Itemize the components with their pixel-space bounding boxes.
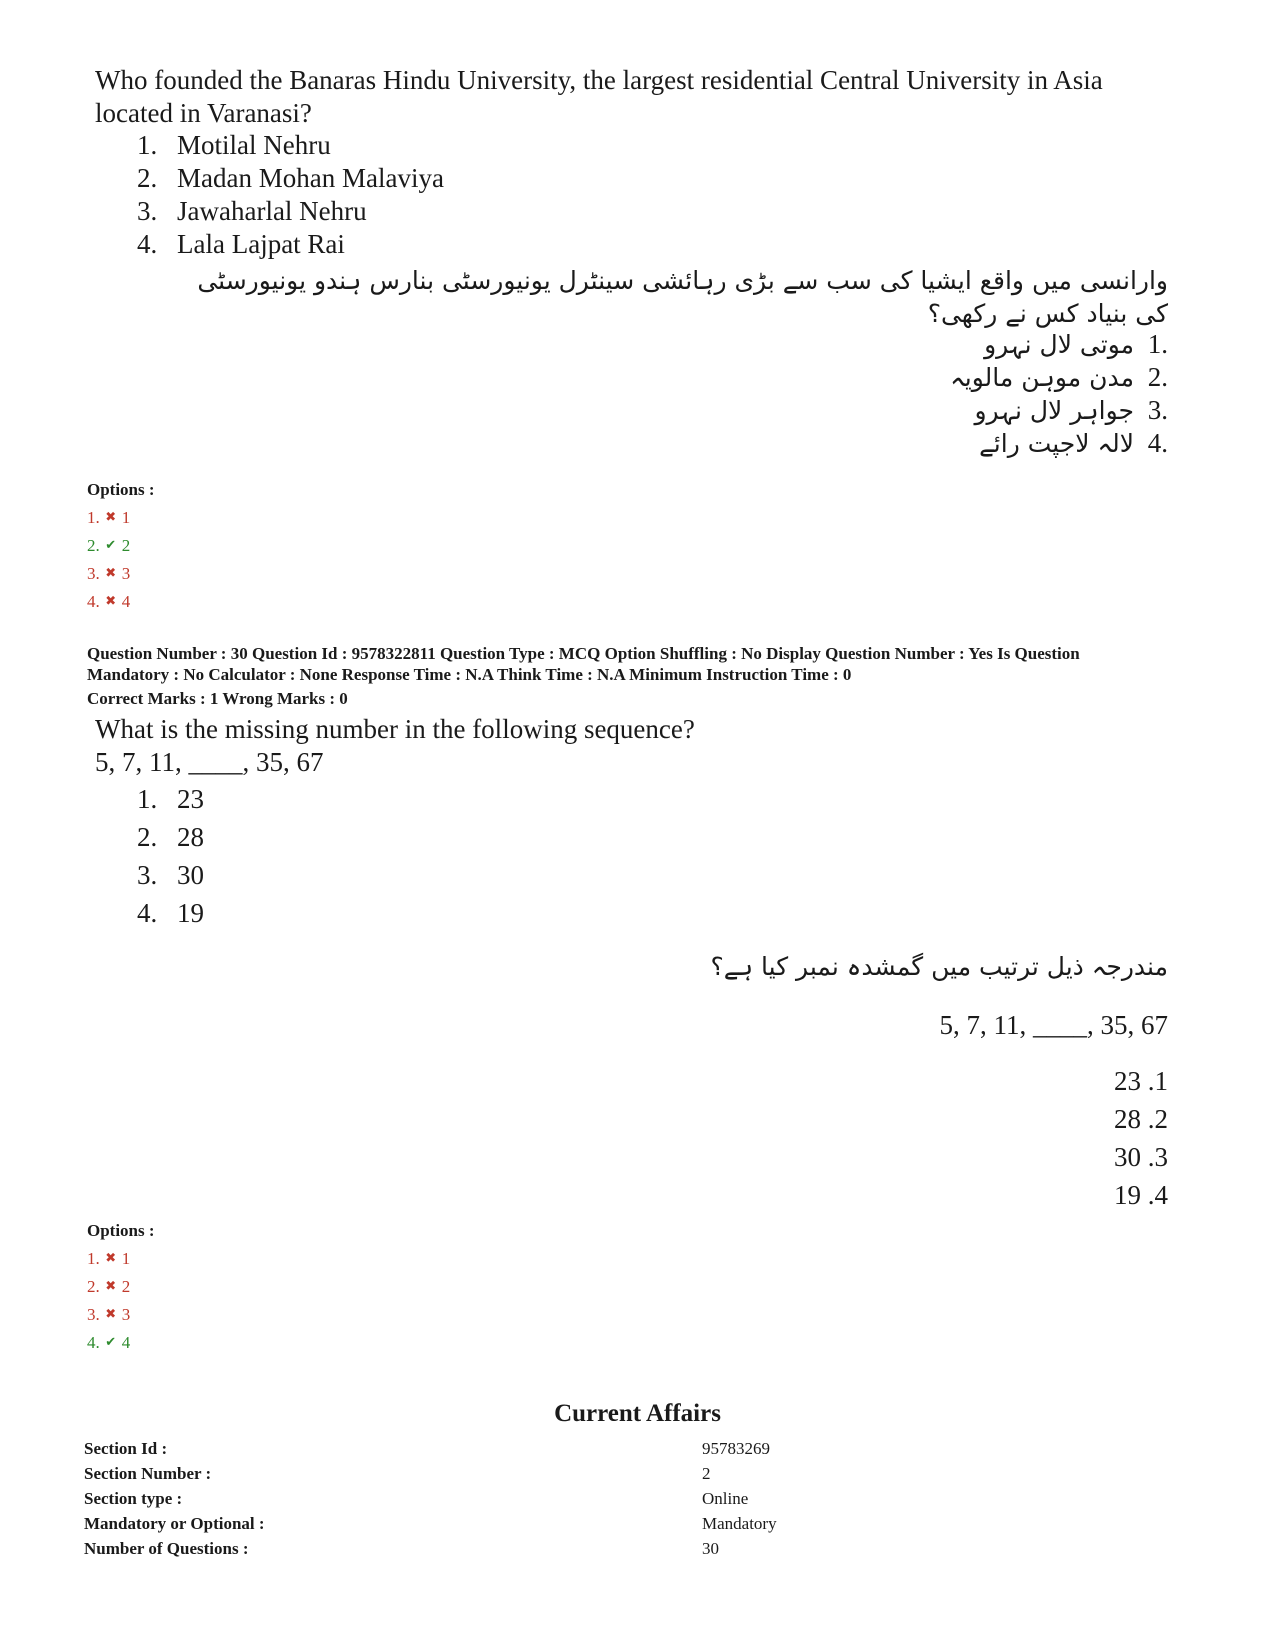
marks-line: Correct Marks : 1 Wrong Marks : 0 (87, 689, 348, 708)
check-icon: ✔ (105, 537, 117, 552)
sequence-text: 5, 7, 11, ____, 35, 67 (95, 747, 324, 777)
sequence-text-urdu: 5, 7, 11, ____, 35, 67 (939, 1010, 1168, 1040)
choice-item-urdu: 28 .2 (1114, 1104, 1168, 1134)
option-row: 2. ✔ 2 (87, 531, 130, 559)
choice-item: 2. Madan Mohan Malaviya (137, 163, 444, 193)
choice-item: 2. 28 (137, 822, 204, 852)
choice-list-urdu (950, 328, 1168, 460)
cross-icon: ✖ (105, 1306, 117, 1321)
question-meta-line: Question Number : 30 Question Id : 9578322811 Question Type : MCQ Option Shuffling : No Display Question Number : Yes Is Question (87, 644, 1080, 663)
cross-icon: ✖ (105, 509, 117, 524)
choice-item: 1. Motilal Nehru (137, 130, 331, 160)
question-text-urdu: مندرجہ ذیل ترتیب میں گمشدہ نمبر کیا ہے؟ (710, 952, 1168, 981)
option-row: 1. ✖ 1 (87, 1244, 130, 1272)
question-meta-line: Mandatory : No Calculator : None Response Time : N.A Think Time : N.A Minimum Instruction Time : 0 (87, 665, 852, 684)
choice-item-urdu: 30 .3 (1114, 1142, 1168, 1172)
question-text: What is the missing number in the following sequence? (95, 714, 695, 744)
option-row: 3. ✖ 3 (87, 1300, 130, 1328)
choice-item: 3. Jawaharlal Nehru (137, 196, 367, 226)
options-label: Options : (87, 1221, 155, 1240)
cross-icon: ✖ (105, 565, 117, 580)
choice-item-urdu: جواہر لال نہرو 3. (974, 395, 1168, 425)
option-row: 4. ✔ 4 (87, 1328, 130, 1356)
choice-item: 1. 23 (137, 784, 204, 814)
cross-icon: ✖ (105, 593, 117, 608)
choice-item-urdu: 19 .4 (1114, 1180, 1168, 1210)
choice-item: 4. 19 (137, 898, 204, 928)
options-list (87, 1244, 130, 1356)
cross-icon: ✖ (105, 1278, 117, 1293)
choice-list-en (137, 780, 204, 932)
choice-item: 3. 30 (137, 860, 204, 890)
choice-item-urdu: مدن موہن مالویہ 2. (950, 362, 1168, 392)
question-text-urdu: وارانسی میں واقع ایشیا کی سب سے بڑی رہائشی سینٹرل یونیورسٹی بنارس ہندو یونیورسٹی کی بنیاد کس نے رکھی؟ (197, 266, 1168, 328)
options-list (87, 503, 130, 615)
check-icon: ✔ (105, 1334, 117, 1349)
choice-item: 4. Lala Lajpat Rai (137, 229, 345, 259)
question-text: Who founded the Banaras Hindu University, the largest residential Central University in Asia located in Varanasi? (95, 65, 1103, 128)
choice-item-urdu: 23 .1 (1114, 1066, 1168, 1096)
option-row: 3. ✖ 3 (87, 559, 130, 587)
cross-icon: ✖ (105, 1250, 117, 1265)
option-row: 2. ✖ 2 (87, 1272, 130, 1300)
section-title: Current Affairs (554, 1400, 721, 1427)
option-row: 1. ✖ 1 (87, 503, 130, 531)
choice-list-urdu (1114, 1062, 1168, 1214)
choice-list-en (137, 129, 444, 261)
choice-item-urdu: موتی لال نہرو 1. (984, 329, 1168, 359)
option-row: 4. ✖ 4 (87, 587, 130, 615)
choice-item-urdu: لالہ لاجپت رائے 4. (979, 428, 1168, 458)
question-meta (87, 643, 1237, 685)
options-label: Options : (87, 480, 155, 499)
